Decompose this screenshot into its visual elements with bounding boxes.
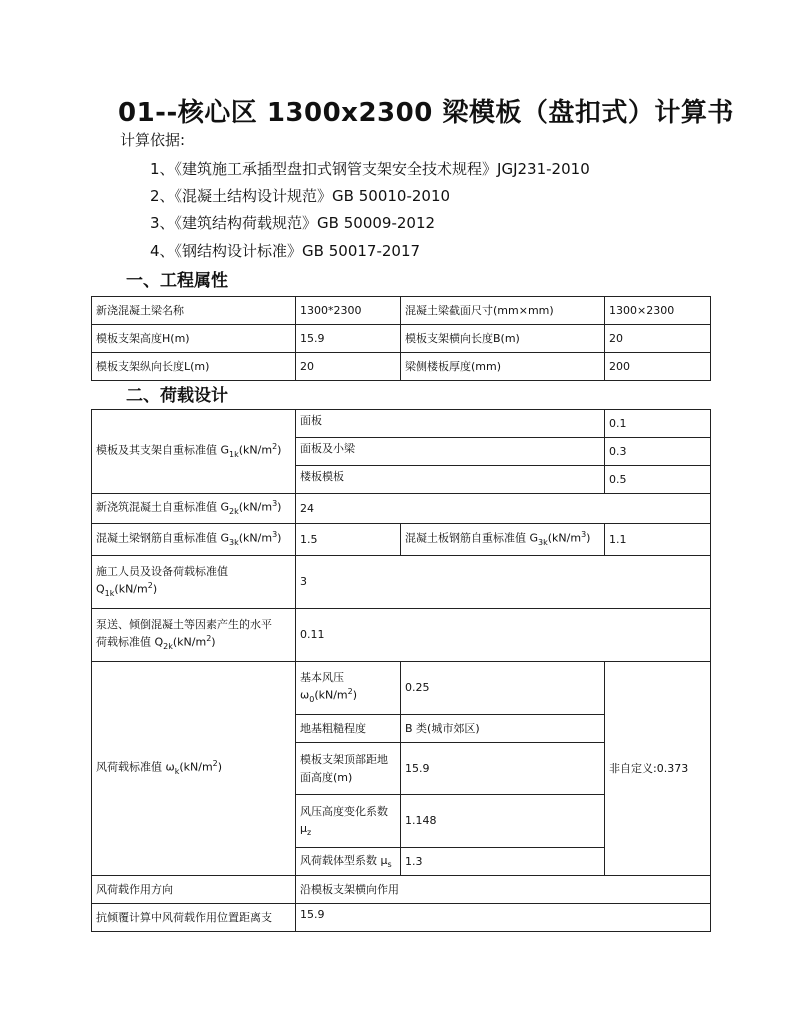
table-row	[92, 297, 711, 325]
reference-item: 1、《建筑施工承插型盘扣式钢管支架安全技术规程》JGJ231-2010	[150, 160, 590, 178]
property-label: 混凝土梁截面尺寸(mm×mm)	[401, 297, 605, 325]
g1k-item-value: 0.1	[605, 410, 711, 438]
wind-mus-label: 风荷载体型系数 $\mu_s$	[296, 848, 401, 876]
g1k-item-value: 0.5	[605, 466, 711, 494]
g1k-item-name: 面板及小梁	[296, 438, 605, 466]
table-row	[92, 876, 711, 904]
q2k-value: 0.11	[296, 609, 711, 662]
property-value: 20	[296, 353, 401, 381]
wind-direction-value: 沿模板支架横向作用	[296, 876, 711, 904]
wind-direction-label: 风荷载作用方向	[92, 876, 296, 904]
property-label: 模板支架纵向长度L(m)	[92, 353, 296, 381]
g3k-slab-label: 混凝土板钢筋自重标准值 $G_{3k}(kN/m^3)$	[401, 524, 605, 556]
wind-mus-value: 1.3	[401, 848, 605, 876]
overturn-label: 抗倾覆计算中风荷载作用位置距离支	[92, 904, 296, 932]
section-heading-loads: 二、荷载设计	[126, 386, 228, 406]
table-row	[92, 904, 711, 932]
loads-table	[91, 409, 711, 932]
g2k-value: 24	[296, 494, 711, 524]
q2k-label: 泵送、倾倒混凝土等因素产生的水平 荷载标准值 $Q_{2k}(kN/m^2)$	[92, 609, 296, 662]
document-title: 01--核心区 1300x2300 梁模板（盘扣式）计算书	[118, 98, 734, 128]
table-row	[92, 524, 711, 556]
q1k-value: 3	[296, 556, 711, 609]
wind-label: 风荷载标准值 $\omega_k(kN/m^2)$	[92, 662, 296, 876]
wind-muz-label: 风压高度变化系数 $\mu_z$	[296, 795, 401, 848]
g1k-label: 模板及其支架自重标准值 $G_{1k}(kN/m^2)$	[92, 410, 296, 494]
property-value: 200	[605, 353, 711, 381]
table-row	[92, 325, 711, 353]
table-row	[92, 494, 711, 524]
property-label: 梁侧楼板厚度(mm)	[401, 353, 605, 381]
g1k-item-name: 面板	[296, 410, 605, 438]
wind-roughness-value: B 类(城市郊区)	[401, 715, 605, 743]
property-label: 新浇混凝土梁名称	[92, 297, 296, 325]
table-row	[92, 662, 711, 715]
property-value: 1300*2300	[296, 297, 401, 325]
g2k-label: 新浇筑混凝土自重标准值 $G_{2k}(kN/m^3)$	[92, 494, 296, 524]
q1k-label: 施工人员及设备荷载标准值 $Q_{1k}(kN/m^2)$	[92, 556, 296, 609]
reference-item: 3、《建筑结构荷载规范》GB 50009-2012	[150, 214, 436, 232]
property-label: 模板支架横向长度B(m)	[401, 325, 605, 353]
property-value: 1300×2300	[605, 297, 711, 325]
g3k-slab-value: 1.1	[605, 524, 711, 556]
wind-height-label: 模板支架顶部距地 面高度(m)	[296, 743, 401, 795]
table-row	[92, 353, 711, 381]
section-heading-properties: 一、工程属性	[126, 271, 228, 291]
overturn-value: 15.9	[296, 904, 711, 932]
properties-table	[91, 296, 711, 381]
wind-result: 非自定义:0.373	[605, 662, 711, 876]
g1k-item-value: 0.3	[605, 438, 711, 466]
table-row	[92, 410, 711, 438]
g3k-label: 混凝土梁钢筋自重标准值 $G_{3k}(kN/m^3)$	[92, 524, 296, 556]
table-row	[92, 609, 711, 662]
basis-label: 计算依据:	[120, 131, 186, 149]
wind-muz-value: 1.148	[401, 795, 605, 848]
reference-item: 4、《钢结构设计标准》GB 50017-2017	[150, 242, 421, 260]
g1k-item-name: 楼板模板	[296, 466, 605, 494]
wind-w0-value: 0.25	[401, 662, 605, 715]
property-label: 模板支架高度H(m)	[92, 325, 296, 353]
wind-roughness-label: 地基粗糙程度	[296, 715, 401, 743]
property-value: 20	[605, 325, 711, 353]
g3k-value: 1.5	[296, 524, 401, 556]
reference-item: 2、《混凝土结构设计规范》GB 50010-2010	[150, 187, 451, 205]
wind-height-value: 15.9	[401, 743, 605, 795]
property-value: 15.9	[296, 325, 401, 353]
wind-w0-label: 基本风压 $\omega_0(kN/m^2)$	[296, 662, 401, 715]
table-row	[92, 556, 711, 609]
